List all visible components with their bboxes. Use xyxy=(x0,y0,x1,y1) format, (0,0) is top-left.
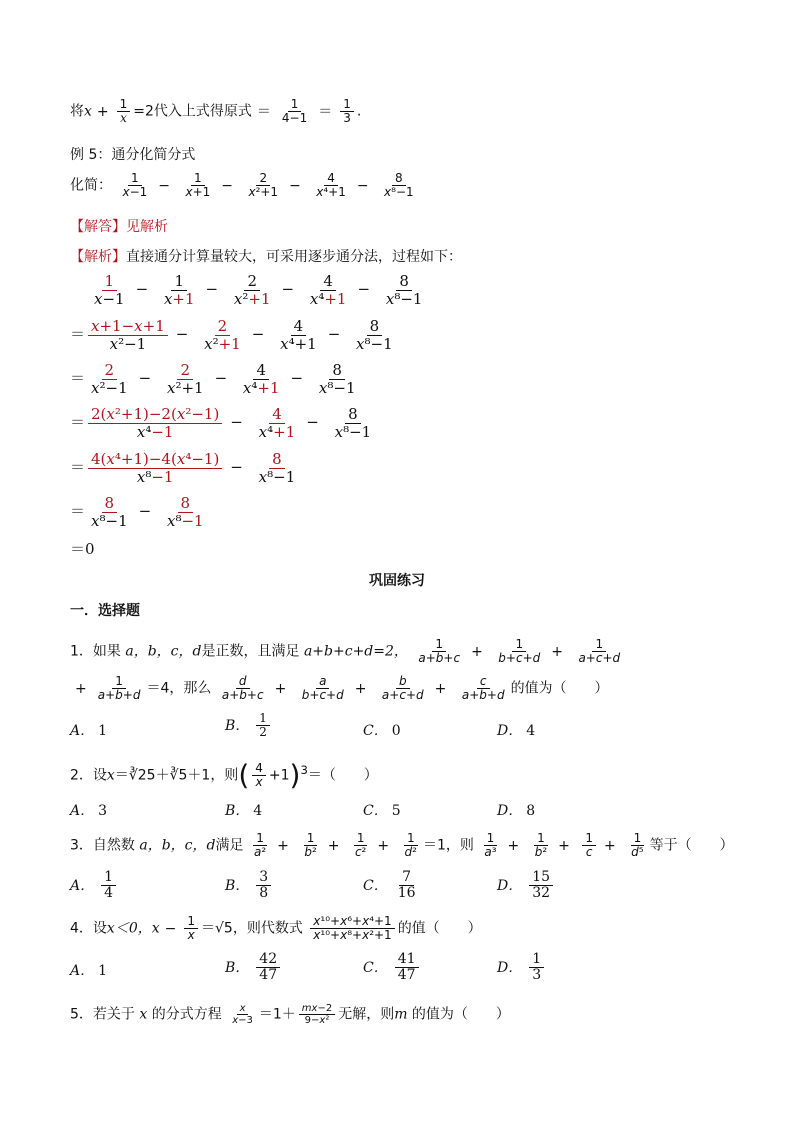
analysis-bracket: 【解析】 xyxy=(70,249,126,265)
option-label: C． xyxy=(363,959,388,976)
option-label: B． xyxy=(225,959,250,976)
question-number: 4． xyxy=(70,920,93,937)
option-value: 0 xyxy=(391,723,401,739)
step-3: ＝ $\frac{2}{\text{x²−1}}$ − $\frac{2}{\text{x²+1}}$ − $\frac{4}{\text{x⁴+1}}$ − $\frac{8}{\text{x⁸−1}}$ xyxy=(70,361,356,397)
question-number: 5． xyxy=(70,1006,93,1023)
step-6: ＝ $\frac{8}{\text{x⁸−1}}$ − $\frac{8}{\text{x⁸−1}}$ xyxy=(70,494,204,530)
option-label: D． xyxy=(497,959,523,976)
analysis-text: 直接通分计算量较大，可采用逐步通分法，过程如下： xyxy=(126,249,462,265)
q1-option-d[interactable] xyxy=(497,720,535,740)
question-1-line-1: 1．如果 a，b，c，d是正数，且满足 a+b+c+d=2， $\frac{1}{a+b+c}$ + $\frac{1}{b+c+d}$ + $\frac{1}{a+c+d}$ xyxy=(70,637,621,666)
q2-option-c[interactable] xyxy=(363,800,401,820)
text: a+b+c+d=2， xyxy=(303,643,408,660)
text: ，那么 xyxy=(169,680,212,697)
option-value: 3 xyxy=(98,803,108,819)
option-label: D． xyxy=(497,803,523,819)
text: x xyxy=(139,1006,148,1023)
q4-option-a[interactable] xyxy=(70,960,107,980)
text: ，则 xyxy=(445,837,474,854)
option-label: D． xyxy=(497,723,523,739)
text: 的值（ ） xyxy=(397,920,482,937)
answer-bracket: 【解答】 xyxy=(70,219,126,235)
text: ，则 xyxy=(210,767,239,784)
option-value: 4 xyxy=(526,723,536,739)
text: 化简： xyxy=(70,177,112,194)
q1-option-c[interactable] xyxy=(363,720,401,740)
q4-option-b[interactable]: B． $\frac{42}{47}$ xyxy=(225,952,283,984)
option-label: A． xyxy=(70,803,95,819)
text: 等于（ ） xyxy=(649,837,734,854)
text: ＝（ ） xyxy=(307,767,378,784)
question-1-line-2: + $\frac{1}{a+b+d}$ ＝4，那么 $\frac{d}{a+b+c}$ + $\frac{a}{b+c+d}$ + $\frac{b}{a+c+d}$ + $\frac{c}{a+b+d}$ 的值为（ ） xyxy=(75,674,609,703)
answer-text: 见解析 xyxy=(126,219,168,235)
text: 的值为（ ） xyxy=(407,1006,510,1023)
option-value: 1 xyxy=(98,723,108,739)
option-value: 4 xyxy=(253,803,263,819)
answer-line xyxy=(70,217,168,237)
q3-option-c[interactable]: C． $\frac{7}{16}$ xyxy=(363,869,416,902)
text: a，b，c，d xyxy=(139,837,216,854)
option-label: B． xyxy=(225,803,250,819)
q4-option-c[interactable]: C． $\frac{41}{47}$ xyxy=(363,952,422,984)
option-value: 5 xyxy=(391,803,401,819)
option-label: C． xyxy=(363,803,388,819)
q2-option-d[interactable] xyxy=(497,800,535,820)
option-label: C． xyxy=(363,723,388,739)
text: 的分式方程 xyxy=(147,1006,222,1023)
text: 无解，则 xyxy=(338,1006,395,1023)
section-title: 巩固练习 xyxy=(369,573,425,589)
text: m xyxy=(394,1006,408,1023)
question-3: 3．自然数 a，b，c，d满足 $\frac{1}{\text{a²}}$ + $\frac{1}{\text{b²}}$ + $\frac{1}{\text{c²}}$ + $\frac{1}{\text{d²}}$ ＝1，则 $\frac{1}{\text{a³}}$ + $\frac{1}{\text{b²}}$ + $\frac{1}{c}$ + $\frac{1}{\text{d⁵}}$ 等于（ ） xyxy=(70,831,734,860)
step-5: ＝ $\frac{\text{4(x⁴+1)−4(x⁴−1)}}{\text{x⁸−1}}$ − $\frac{8}{\text{x⁸−1}}$ xyxy=(70,450,296,486)
text: 设 xyxy=(92,920,107,937)
text: 满足 xyxy=(215,837,244,854)
q4-option-d[interactable]: D． $\frac{1}{3}$ xyxy=(497,952,547,984)
example-title: 例 5：通分化简分式 xyxy=(70,147,196,163)
option-value: 8 xyxy=(526,803,536,819)
option-label: A． xyxy=(70,877,95,894)
text: 将 xyxy=(70,103,84,120)
text: 代入上式得原式 xyxy=(153,103,252,120)
step-4: ＝ $\frac{\text{2(x²+1)−2(x²−1)}}{\text{x⁴−1}}$ − $\frac{4}{\text{x⁴+1}}$ − $\frac{8}{\text{x⁸−1}}$ xyxy=(70,405,372,441)
text: a，b，c，d xyxy=(125,643,202,660)
question-5: 5．若关于 x 的分式方程 $\frac{x}{x-3}$ ＝1＋ $\frac{mx-2}{\text{9−x²}}$ 无解，则m 的值为（ ） xyxy=(70,1003,510,1026)
q2-option-b[interactable] xyxy=(225,800,262,820)
question-4: 4．设x＜0，x − $\frac{1}{x}$ ＝√5，则代数式 $\frac{\text{x¹⁰+x⁶+x⁴+1}}{\text{x¹⁰+x⁸+x²+1}}$ 的值（ ） xyxy=(70,914,482,943)
text: 是正数，且满足 xyxy=(201,643,304,660)
question-number: 1． xyxy=(70,643,93,660)
q3-option-b[interactable]: B． $\frac{3}{8}$ xyxy=(225,870,274,902)
substitution-line: 将x + $\frac{1}{x}$ =2代入上式得原式 ＝ $\frac{1}{4-1}$ ＝ $\frac{1}{3}$ . xyxy=(70,97,362,126)
question-2: 2．设x＝∛25＋∛5＋1，则( $\frac{4}{x}$ +1)$^3$＝（ ） xyxy=(70,758,378,792)
section-type: 一．选择题 xyxy=(70,603,140,619)
question-number: 3． xyxy=(70,837,93,854)
option-label: D． xyxy=(497,877,523,894)
q1-option-b[interactable]: B． $\frac{1}{2}$ xyxy=(225,712,273,739)
option-value: 1 xyxy=(98,963,108,979)
text: 若关于 xyxy=(92,1006,140,1023)
option-label: C． xyxy=(363,877,388,894)
text: 的值为（ ） xyxy=(510,680,609,697)
text: . xyxy=(356,103,362,120)
q3-option-d[interactable]: D． $\frac{15}{32}$ xyxy=(497,870,556,902)
step-1: $\frac{1}{x-1}$ − $\frac{1}{x+1}$ − $\frac{2}{\text{x²+1}}$ − $\frac{4}{\text{x⁴+1}}$ − $\frac{8}{\text{x⁸−1}}$ xyxy=(94,272,423,308)
option-label: A． xyxy=(70,723,95,739)
text: 自然数 xyxy=(92,837,140,854)
text: 如果 xyxy=(92,643,126,660)
text: x＜0， xyxy=(106,920,152,937)
step-2: ＝ $\frac{x+1-x+1}{\text{x²−1}}$ − $\frac{2}{\text{x²+1}}$ − $\frac{4}{\text{x⁴+1}}$ − $\frac{8}{\text{x⁸−1}}$ xyxy=(70,317,393,353)
question-number: 2． xyxy=(70,767,93,784)
simplify-expression: 化简： $\frac{1}{x-1}$ − $\frac{1}{x+1}$ − $\frac{2}{\text{x²+1}}$ − $\frac{4}{\text{x⁴+1}}$ − $\frac{8}{\text{x⁸−1}}$ xyxy=(70,171,414,200)
final-result: ＝0 xyxy=(70,540,95,558)
option-label: A． xyxy=(70,963,95,979)
option-label: B． xyxy=(225,877,250,894)
option-label: B． xyxy=(225,717,250,734)
text: 设 xyxy=(92,767,107,784)
text: ，则代数式 xyxy=(232,920,303,937)
q1-option-a[interactable] xyxy=(70,720,107,740)
analysis-line xyxy=(70,247,462,267)
q2-option-a[interactable] xyxy=(70,800,107,820)
q3-option-a[interactable]: A． $\frac{1}{4}$ xyxy=(70,870,119,902)
